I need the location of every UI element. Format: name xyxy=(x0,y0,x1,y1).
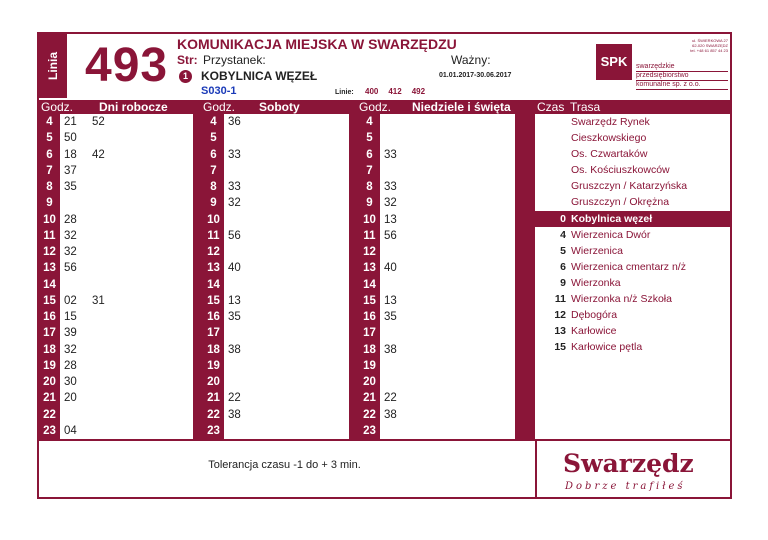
hour-row xyxy=(39,374,193,390)
hour-row xyxy=(359,293,515,309)
hour-cell: 6 xyxy=(366,148,373,161)
departure-minute[interactable]: 18 xyxy=(64,148,77,161)
route-stop-time: 11 xyxy=(554,293,566,306)
minutes-cell xyxy=(384,195,412,211)
hour-row xyxy=(359,390,515,406)
spk-address-line: tel. +48 61 857 44 23 xyxy=(690,48,728,53)
hour-cell: 5 xyxy=(46,132,53,145)
hour-row xyxy=(39,212,193,228)
minutes-cell xyxy=(64,325,92,341)
hour-cell: 15 xyxy=(43,294,56,307)
route-stop[interactable] xyxy=(535,291,730,307)
stop-name: KOBYLNICA WĘZEŁ xyxy=(201,69,318,83)
minutes-cell xyxy=(228,342,256,358)
hour-cell: 21 xyxy=(207,392,220,405)
departure-minute[interactable]: 21 xyxy=(64,116,77,128)
hour-row xyxy=(359,179,515,195)
hour-cell: 17 xyxy=(363,327,376,340)
departure-minute[interactable]: 30 xyxy=(64,376,77,388)
minutes-cell xyxy=(64,342,92,358)
hour-row xyxy=(39,163,193,179)
minutes-cell xyxy=(64,293,120,309)
hour-row xyxy=(203,342,349,358)
route-stop-name: Wierzenica cmentarz n/ż xyxy=(571,260,686,273)
linie-label: Linie: xyxy=(335,89,354,96)
minutes-cell xyxy=(228,179,256,195)
hour-row xyxy=(359,325,515,341)
minutes-cell xyxy=(64,228,92,244)
hour-cell: 11 xyxy=(363,229,376,242)
departure-minute[interactable]: 35 xyxy=(384,311,397,323)
hour-cell: 16 xyxy=(43,311,56,323)
spk-underline xyxy=(636,89,728,90)
hour-cell: 6 xyxy=(46,148,53,161)
tolerance-note: Tolerancja czasu -1 do + 3 min. xyxy=(208,459,361,471)
minutes-cell xyxy=(228,228,256,244)
hour-row xyxy=(203,293,349,309)
departure-minute[interactable]: 28 xyxy=(64,213,77,226)
hour-cell: 8 xyxy=(46,181,53,193)
departure-minute[interactable]: 28 xyxy=(64,359,77,372)
spk-address xyxy=(690,38,728,53)
hour-cell: 14 xyxy=(207,278,220,291)
departure-minute[interactable]: 56 xyxy=(228,229,241,242)
route-stop-name: Wierzenica Dwór xyxy=(571,228,651,241)
hour-cell: 8 xyxy=(366,181,373,193)
minutes-cell xyxy=(64,358,92,374)
departure-minute[interactable]: 31 xyxy=(92,294,105,307)
minutes-cell xyxy=(64,130,92,146)
hour-row xyxy=(359,309,515,325)
column-divider xyxy=(515,114,535,439)
saturdays-header: Soboty xyxy=(259,100,300,114)
minutes-cell xyxy=(384,228,412,244)
hour-row xyxy=(203,407,349,423)
hour-cell: 16 xyxy=(363,311,376,323)
departure-minute[interactable]: 38 xyxy=(384,408,397,421)
hour-row xyxy=(203,163,349,179)
hour-row xyxy=(203,358,349,374)
hour-cell: 23 xyxy=(43,424,56,437)
hour-cell: 8 xyxy=(210,181,217,193)
route-stop-name: Wierzonka xyxy=(571,276,621,289)
hour-row xyxy=(39,147,193,163)
minutes-cell xyxy=(64,390,92,406)
departure-minute[interactable]: 20 xyxy=(64,392,77,405)
hour-row xyxy=(39,260,193,276)
godz-header: Godz. xyxy=(203,100,236,114)
departure-minute[interactable]: 35 xyxy=(64,181,77,193)
hour-row xyxy=(203,390,349,406)
hour-cell: 10 xyxy=(207,213,220,226)
hour-cell: 13 xyxy=(207,262,220,275)
hour-row xyxy=(359,260,515,276)
route-stop[interactable] xyxy=(535,114,730,130)
departure-minute[interactable]: 33 xyxy=(384,181,397,193)
spk-underline xyxy=(636,80,728,81)
spk-name-line: przedsiębiorstwo xyxy=(636,72,689,79)
hour-row xyxy=(203,195,349,211)
hour-cell: 18 xyxy=(363,343,376,356)
route-stop-name: Os. Kościuszkowców xyxy=(571,164,670,177)
departure-minute[interactable]: 33 xyxy=(384,148,397,161)
hour-row xyxy=(39,293,193,309)
stop-number-badge: 1 xyxy=(179,70,192,83)
hour-row xyxy=(39,277,193,293)
departure-minute[interactable]: 02 xyxy=(64,294,77,307)
departure-minute[interactable]: 56 xyxy=(384,229,397,242)
hour-cell: 7 xyxy=(210,164,217,177)
linia-label: Linia xyxy=(46,51,60,81)
valid-dates: 01.01.2017-30.06.2017 xyxy=(439,72,512,79)
hour-row xyxy=(203,130,349,146)
hour-row xyxy=(359,114,515,130)
departure-minute[interactable]: 33 xyxy=(228,181,241,193)
hour-cell: 5 xyxy=(366,132,373,145)
hour-cell: 4 xyxy=(366,116,373,128)
hour-row xyxy=(203,228,349,244)
hour-cell: 19 xyxy=(207,359,220,372)
hour-row xyxy=(39,130,193,146)
hour-row xyxy=(359,228,515,244)
minutes-cell xyxy=(64,374,92,390)
hour-row xyxy=(203,277,349,293)
departure-minute[interactable]: 38 xyxy=(228,408,241,421)
hour-row xyxy=(359,244,515,260)
hour-cell: 16 xyxy=(207,311,220,323)
saturdays-column xyxy=(203,114,349,439)
minutes-cell xyxy=(64,147,120,163)
departure-minute[interactable]: 40 xyxy=(384,262,397,275)
minutes-cell xyxy=(64,163,92,179)
hour-cell: 12 xyxy=(207,246,220,258)
route-stop[interactable] xyxy=(535,243,730,259)
route-stop-name: Gruszczyn / Katarzyńska xyxy=(571,180,688,193)
hour-cell: 14 xyxy=(363,278,376,291)
linie-item[interactable]: 412 xyxy=(388,87,402,96)
route-stop-current[interactable] xyxy=(535,211,730,227)
route-stop-time: 12 xyxy=(554,309,566,322)
column-divider xyxy=(193,114,203,439)
departure-minute[interactable]: 32 xyxy=(64,343,77,356)
hour-cell: 4 xyxy=(46,116,53,128)
str-label: Str: xyxy=(177,53,198,67)
hour-row xyxy=(203,212,349,228)
route-stop-name: Karłowice xyxy=(571,325,617,338)
hour-row xyxy=(359,147,515,163)
hour-row xyxy=(39,244,193,260)
linia-tab xyxy=(39,34,67,98)
route-stop-time: 9 xyxy=(560,276,566,289)
route-stop-time: 15 xyxy=(554,341,566,354)
hour-row xyxy=(39,114,193,130)
departure-minute[interactable]: 37 xyxy=(64,164,77,177)
route-stop[interactable] xyxy=(535,307,730,323)
minutes-cell xyxy=(384,407,412,423)
departure-minute[interactable]: 32 xyxy=(64,246,77,258)
route-stop[interactable] xyxy=(535,146,730,162)
minutes-cell xyxy=(228,114,256,130)
hour-cell: 10 xyxy=(43,213,56,226)
hour-cell: 6 xyxy=(210,148,217,161)
hour-cell: 18 xyxy=(43,343,56,356)
hour-cell: 21 xyxy=(363,392,376,405)
departure-minute[interactable]: 15 xyxy=(64,311,77,323)
linie-item[interactable]: 492 xyxy=(411,87,426,96)
timetable-sheet xyxy=(37,32,732,499)
hour-row xyxy=(203,374,349,390)
weekdays-column xyxy=(39,114,193,439)
departure-minute[interactable]: 32 xyxy=(64,229,77,242)
hour-row xyxy=(39,358,193,374)
route-stop[interactable] xyxy=(535,178,730,194)
hour-cell: 20 xyxy=(43,376,56,388)
departure-minute[interactable]: 32 xyxy=(384,197,397,210)
sundays-column xyxy=(359,114,515,439)
minutes-cell xyxy=(384,147,412,163)
hour-row xyxy=(39,228,193,244)
godz-header: Godz. xyxy=(41,100,74,114)
brand-wordmark: Swarzędz xyxy=(563,449,694,478)
spk-name-line: komunalne sp. z o.o. xyxy=(636,81,701,88)
departure-minute[interactable]: 42 xyxy=(92,148,105,161)
route-stop-name: Swarzędz Rynek xyxy=(571,116,650,128)
minutes-cell xyxy=(228,407,256,423)
hour-row xyxy=(203,325,349,341)
hour-cell: 11 xyxy=(207,229,220,242)
spk-name xyxy=(636,62,701,89)
departure-minute[interactable]: 38 xyxy=(228,343,241,356)
departure-minute[interactable]: 39 xyxy=(64,327,77,340)
minutes-cell xyxy=(64,244,92,260)
hour-cell: 4 xyxy=(210,116,217,128)
hour-cell: 15 xyxy=(363,294,376,307)
hour-row xyxy=(359,423,515,439)
spk-name-line: swarzędzkie xyxy=(636,63,675,70)
brand-slogan: Dobrze trafiłeś xyxy=(565,481,686,492)
departure-minute[interactable]: 22 xyxy=(384,392,397,405)
company-title: KOMUNIKACJA MIEJSKA W SWARZĘDZU xyxy=(177,36,457,52)
hour-cell: 23 xyxy=(363,424,376,437)
column-divider xyxy=(349,114,359,439)
minutes-cell xyxy=(228,309,256,325)
hour-row xyxy=(359,163,515,179)
hour-row xyxy=(39,195,193,211)
hour-cell: 17 xyxy=(207,327,220,340)
hour-row xyxy=(203,147,349,163)
route-stop-name: Kobylnica węzeł xyxy=(571,212,653,225)
departure-minute[interactable]: 13 xyxy=(228,294,241,307)
route-stop[interactable] xyxy=(535,194,730,210)
departure-minute[interactable]: 13 xyxy=(384,213,397,226)
hour-cell: 20 xyxy=(207,376,220,388)
departure-minute[interactable]: 56 xyxy=(64,262,77,275)
hour-cell: 7 xyxy=(46,164,53,177)
linie-item[interactable]: 400 xyxy=(365,87,379,96)
hour-cell: 13 xyxy=(363,262,376,275)
minutes-cell xyxy=(384,293,412,309)
hour-cell: 14 xyxy=(43,278,56,291)
hour-row xyxy=(39,407,193,423)
departure-minute[interactable]: 13 xyxy=(384,294,397,307)
route-stop[interactable] xyxy=(535,227,730,243)
minutes-cell xyxy=(64,260,92,276)
swarzedz-logo xyxy=(535,441,730,499)
hour-cell: 22 xyxy=(207,408,220,421)
departure-minute[interactable]: 22 xyxy=(228,392,241,405)
hour-row xyxy=(359,212,515,228)
departure-minute[interactable]: 32 xyxy=(228,197,241,210)
departure-minute[interactable]: 52 xyxy=(92,116,105,128)
route-stop-name: Gruszczyn / Okrężna xyxy=(571,196,670,209)
hour-cell: 12 xyxy=(363,246,376,258)
route-stop-name: Wierzenica xyxy=(571,244,623,257)
route-stop-name: Os. Czwartaków xyxy=(571,148,648,161)
hour-row xyxy=(203,309,349,325)
hour-row xyxy=(39,423,193,439)
hour-row xyxy=(39,179,193,195)
minutes-cell xyxy=(228,293,256,309)
route-list xyxy=(535,114,730,439)
hour-cell: 10 xyxy=(363,213,376,226)
column-header-bar xyxy=(39,100,730,114)
minutes-cell xyxy=(64,114,120,130)
departure-minute[interactable]: 50 xyxy=(64,132,77,145)
minutes-cell xyxy=(64,309,92,325)
hour-cell: 7 xyxy=(366,164,373,177)
hour-cell: 19 xyxy=(43,359,56,372)
hour-row xyxy=(359,195,515,211)
hour-cell: 9 xyxy=(46,197,53,210)
trasa-header: Trasa xyxy=(570,100,601,114)
hour-row xyxy=(359,342,515,358)
departure-minute[interactable]: 40 xyxy=(228,262,241,275)
stop-code: S030-1 xyxy=(201,85,237,97)
hour-cell: 9 xyxy=(210,197,217,210)
hour-cell: 22 xyxy=(363,408,376,421)
linie-list xyxy=(365,87,435,96)
spk-address-line: ul. ŚWIERKOWA 27 xyxy=(692,38,728,43)
hour-row xyxy=(359,277,515,293)
spk-address-line: 62-020 SWARZĘDZ xyxy=(692,43,728,48)
route-stop[interactable] xyxy=(535,259,730,275)
minutes-cell xyxy=(384,342,412,358)
route-stop-name: Karłowice pętla xyxy=(571,341,643,354)
hour-row xyxy=(359,374,515,390)
hour-row xyxy=(203,423,349,439)
route-stop-time: 13 xyxy=(554,325,566,338)
departure-minute[interactable]: 35 xyxy=(228,311,241,323)
hour-cell: 12 xyxy=(43,246,56,258)
hour-row xyxy=(203,244,349,260)
weekdays-header: Dni robocze xyxy=(99,100,168,114)
hour-cell: 5 xyxy=(210,132,217,145)
hour-row xyxy=(39,342,193,358)
hour-cell: 11 xyxy=(43,229,56,242)
route-stop[interactable] xyxy=(535,323,730,339)
hour-cell: 19 xyxy=(363,359,376,372)
departure-minute[interactable]: 04 xyxy=(64,424,77,437)
route-stop-time: 6 xyxy=(560,260,566,273)
line-number: 493 xyxy=(85,39,169,92)
hour-cell: 13 xyxy=(43,262,56,275)
hour-row xyxy=(39,325,193,341)
minutes-cell xyxy=(384,390,412,406)
hour-row xyxy=(203,260,349,276)
route-stop[interactable] xyxy=(535,130,730,146)
minutes-cell xyxy=(228,195,256,211)
hour-cell: 15 xyxy=(207,294,220,307)
wazny-label: Ważny: xyxy=(451,53,491,67)
spk-underline xyxy=(636,71,728,72)
hour-row xyxy=(359,358,515,374)
route-stop-name: Wierzonka n/ż Szkoła xyxy=(571,293,672,306)
minutes-cell xyxy=(228,147,256,163)
hour-cell: 9 xyxy=(366,197,373,210)
minutes-cell xyxy=(64,423,92,439)
footer xyxy=(39,439,730,499)
hour-cell: 17 xyxy=(43,327,56,340)
minutes-cell xyxy=(64,179,92,195)
hour-cell: 20 xyxy=(363,376,376,388)
minutes-cell xyxy=(228,260,256,276)
route-stop[interactable] xyxy=(535,339,730,355)
godz-header: Godz. xyxy=(359,100,392,114)
hour-cell: 22 xyxy=(43,408,56,421)
spk-logo: SPK xyxy=(596,44,632,80)
hour-row xyxy=(39,309,193,325)
route-stop[interactable] xyxy=(535,162,730,178)
sundays-header: Niedziele i święta xyxy=(412,100,511,114)
minutes-cell xyxy=(228,390,256,406)
minutes-cell xyxy=(384,260,412,276)
route-stop-time: 0 xyxy=(560,212,566,225)
route-stop-time: 5 xyxy=(560,244,566,257)
departure-minute[interactable]: 36 xyxy=(228,116,241,128)
route-stop[interactable] xyxy=(535,275,730,291)
czas-header: Czas xyxy=(537,100,565,114)
hour-row xyxy=(359,130,515,146)
minutes-cell xyxy=(384,212,412,228)
minutes-cell xyxy=(64,212,92,228)
hour-row xyxy=(359,407,515,423)
przystanek-label: Przystanek: xyxy=(203,53,266,67)
departure-minute[interactable]: 38 xyxy=(384,343,397,356)
minutes-cell xyxy=(384,179,412,195)
hour-row xyxy=(203,179,349,195)
hour-row xyxy=(39,390,193,406)
hour-cell: 21 xyxy=(43,392,56,405)
departure-minute[interactable]: 33 xyxy=(228,148,241,161)
spk-block xyxy=(596,38,730,94)
route-stop-time: 4 xyxy=(560,228,566,241)
hour-cell: 23 xyxy=(207,424,220,437)
hour-cell: 18 xyxy=(207,343,220,356)
hour-row xyxy=(203,114,349,130)
minutes-cell xyxy=(384,309,412,325)
route-stop-name: Dębogóra xyxy=(571,309,618,322)
route-stop-name: Cieszkowskiego xyxy=(571,132,647,145)
